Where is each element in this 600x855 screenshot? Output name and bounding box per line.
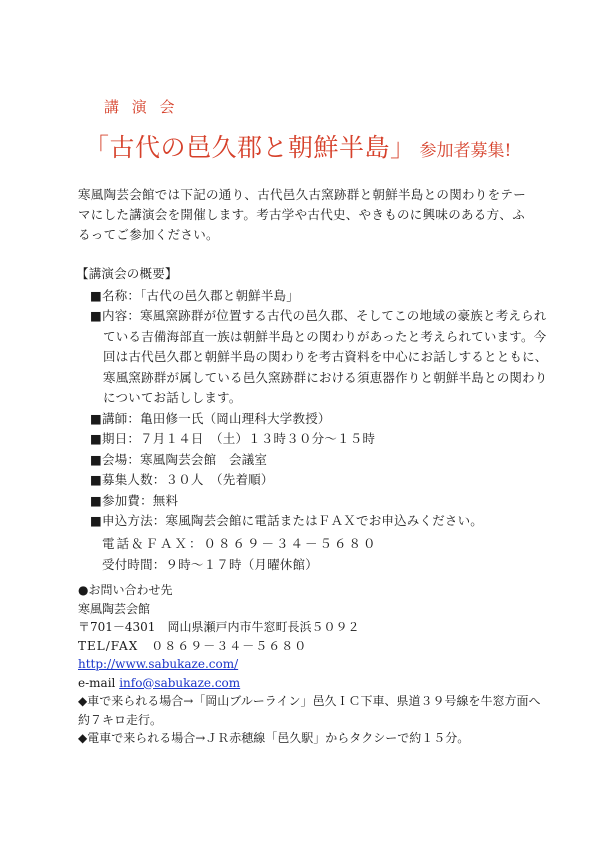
contact-telfax: TEL/FAX ０８６９－３４－５６８０ [78,638,308,653]
application-details [78,533,558,575]
intro-line: マにした講演会を開催します。考古学や古代史、やきものに興味のある方、ふ [78,207,526,222]
email-row [78,674,548,693]
application-tel-fax: 電話＆ＦＡＸ：０８６９－３４－５６８０ [102,535,378,551]
outline-heading: 【講演会の概要】 [76,266,178,281]
outline-item-date: ■期日：７月１４日 （土）１３時３０分～１５時 [90,431,376,446]
intro-line: 寒風陶芸会館では下記の通り、古代邑久古窯跡群と朝鮮半島との関わりをテー [78,187,527,202]
contact-heading: ●お問い合わせ先 [78,583,173,597]
outline-item-venue: ■会場：寒風陶芸会館 会議室 [90,451,268,467]
event-type-label: 講 演 会 [104,98,179,116]
outline-item-content: ■内容：寒風窯跡群が位置する古代の邑久郡、そしてこの地域の豪族と考えられている吉備海部直一族は朝鮮半島との関わりがあったと考えられています。今回は古代邑久郡と朝鮮半島の関わりを考古資料を中心にお話しするとともに、寒風窯跡群が属している邑久窯跡群における須恵器作りと朝鮮半島との関わりについてお話しします。 [90,308,548,405]
contact-org: 寒風陶芸会館 [78,601,151,616]
page-title [84,128,511,164]
intro-paragraph [78,185,548,245]
email-link[interactable]: info@sabukaze.com [119,675,241,690]
outline-item-name: ■名称：「古代の邑久郡と朝鮮半島」 [90,287,299,303]
access-by-car: ◆車で来られる場合→「岡山ブルーライン」邑久ＩＣ下車、県道３９号線を牛窓方面へ約７キロ走行。 [78,694,541,727]
intro-line: るってご参加ください。 [78,227,219,242]
email-label: e-mail [78,675,116,690]
lecture-outline [78,264,558,575]
outline-item-application: ■申込方法：寒風陶芸会館に電話またはＦＡＸでお申込みください。 [90,513,484,528]
recruitment-callout: 参加者募集! [419,141,512,161]
website-link[interactable]: http://www.sabukaze.com/ [78,657,239,671]
access-by-train: ◆電車で来られる場合→ＪＲ赤穂線「邑久駅」からタクシーで約１５分。 [78,731,470,745]
reception-hours: 受付時間：９時～１７時（月曜休館） [102,556,318,572]
lecture-title: 「古代の邑久郡と朝鮮半島」 [84,133,416,162]
outline-item-lecturer: ■講師：亀田修一氏（岡山理科大学教授） [90,410,331,426]
contact-address: 〒701－4301 岡山県瀬戸内市牛窓町長浜５０９２ [78,620,360,634]
outline-list [78,286,558,532]
contact-section [78,581,548,748]
outline-item-fee: ■参加費：無料 [90,492,179,508]
outline-item-capacity: ■募集人数：３０人 （先着順） [90,472,274,487]
